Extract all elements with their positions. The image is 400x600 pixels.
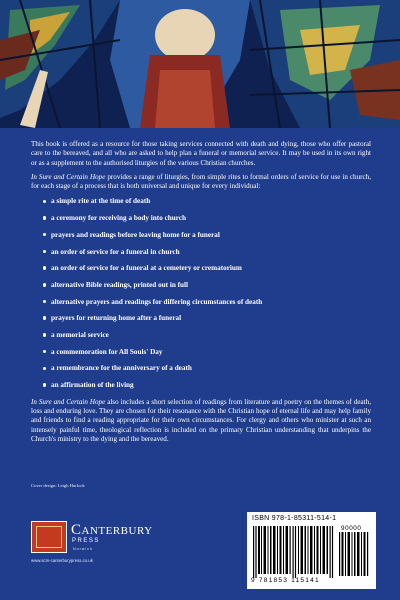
- cover-credit: Cover design: Leigh Hurlock: [31, 483, 85, 488]
- back-cover-blurb: [31, 140, 371, 444]
- list-item: a ceremony for receiving a body into church: [43, 214, 371, 222]
- also-text: also includes a short selection of readings from literature and poetry on the themes of death, loss and enduring love. They are chosen for their resonance with the Christian hope of eternal life and may help family and friends to find a reading appropriate for their own circumstances. For clergy and others who minister at such an intensely painful time, theological reflection is included on the primary Christian understanding that underpins the Church's ministry to the dying and the bereaved.: [31, 397, 371, 443]
- list-item: prayers for returning home after a funeral: [43, 314, 371, 322]
- barcode-icon: [253, 526, 335, 578]
- book-title: In Sure and Certain Hope: [31, 172, 106, 181]
- liturgy-list: [31, 197, 371, 389]
- list-item: an affirmation of the living: [43, 381, 371, 389]
- also-paragraph: [31, 398, 371, 444]
- list-item: an order of service for a funeral at a cemetery or crematorium: [43, 264, 371, 272]
- barcode-digits: 9 781853 115141: [251, 577, 320, 584]
- intro-paragraph: This book is offered as a resource for those taking services connected with death and dying, those who offer pastoral care to the bereaved, and all who are asked to help plan a funeral or memorial service. It may be used in its own right or as a supplement to the authorised liturgies of the various Christian churches.: [31, 140, 371, 167]
- list-item: an order of service for a funeral in church: [43, 248, 371, 256]
- price-barcode-icon: [339, 532, 369, 576]
- list-item: a remembrance for the anniversary of a death: [43, 364, 371, 372]
- publisher-logo-icon: [31, 521, 67, 553]
- provides-text: provides a range of liturgies, from simple rites to formal orders of service for use in church, for each stage of a process that is both universal and unique for every individual:: [31, 172, 371, 191]
- stained-glass-artwork: [0, 0, 400, 128]
- publisher-block: [31, 521, 151, 581]
- provides-paragraph: [31, 173, 371, 192]
- book-title: In Sure and Certain Hope: [31, 397, 106, 406]
- publisher-url: www.scm-canterburypress.co.uk: [31, 558, 93, 563]
- list-item: alternative Bible readings, printed out in full: [43, 281, 371, 289]
- isbn-label: ISBN 978-1-85311-514-1: [252, 515, 337, 522]
- publisher-name: Canterbury: [71, 522, 153, 538]
- publisher-city: Norwich: [73, 547, 93, 551]
- isbn-barcode-box: [247, 512, 376, 589]
- list-item: alternative prayers and readings for differing circumstances of death: [43, 298, 371, 306]
- list-item: a memorial service: [43, 331, 371, 339]
- stained-glass-window-icon: [0, 0, 400, 128]
- publisher-sub: PRESS: [72, 538, 100, 544]
- list-item: a simple rite at the time of death: [43, 197, 371, 205]
- price-addon-digits: 90000: [341, 525, 362, 532]
- list-item: a commemoration for All Souls' Day: [43, 348, 371, 356]
- list-item: prayers and readings before leaving home for a funeral: [43, 231, 371, 239]
